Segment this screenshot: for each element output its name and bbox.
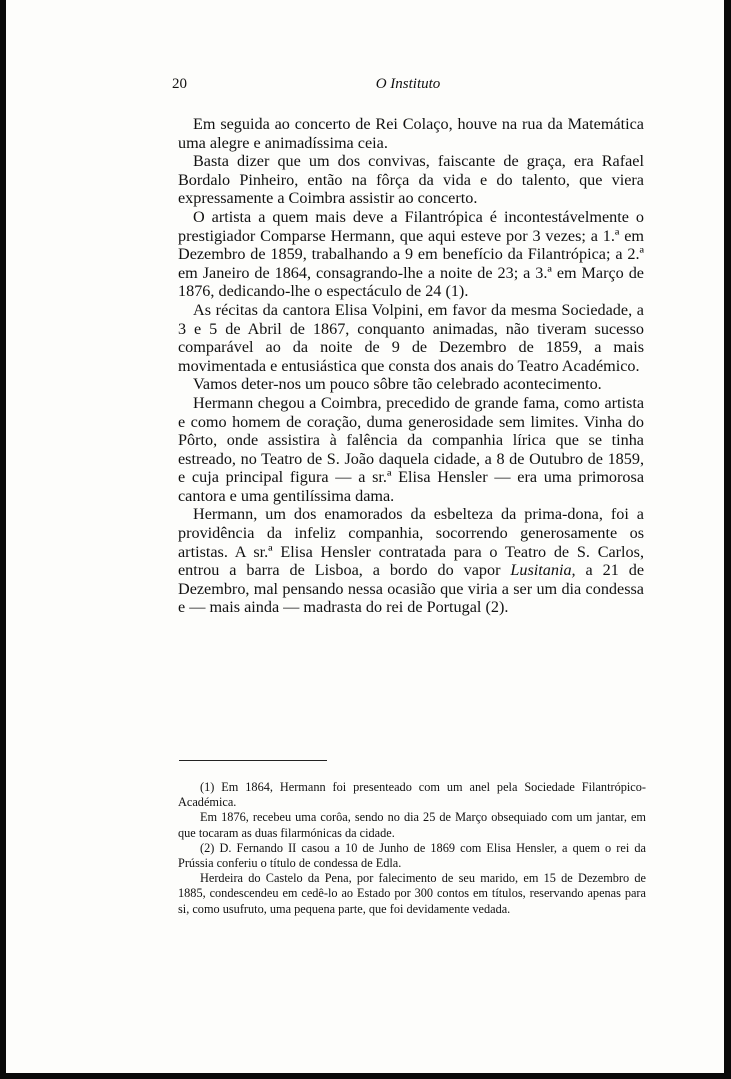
paragraph-hensler-start: Hermann, um dos enamorados da esbelteza da prima-dona, foi a providência da infeliz companhia, socorrendo generosamente os artistas. A sr.ª Elisa Hensler contratada para o Teatro de S. Carlos, entrou a barra de Lisboa, a bordo do vapor bbox=[178, 505, 644, 580]
page-number: 20 bbox=[172, 76, 187, 92]
footnotes bbox=[178, 780, 646, 917]
paragraph-event-intro: Vamos deter-nos um pouco sôbre tão celebrado acontecimento. bbox=[193, 375, 602, 394]
paragraph-hensler bbox=[178, 505, 644, 617]
paragraph-hensler-end: a 21 de Dezembro, mal pensando nessa ocasião que viria a ser um dia condessa e — mais ainda — madrasta do rei de Portugal (2). bbox=[178, 561, 644, 617]
footnote-1-continued: Em 1876, recebeu uma corôa, sendo no dia 25 de Março obsequiado com um jantar, em que tocaram as duas filarmónicas da cidade. bbox=[178, 810, 646, 840]
paragraph-supper: Em seguida ao concerto de Rei Colaço, houve na rua da Matemática uma alegre e animadíssima ceia. bbox=[178, 115, 644, 152]
running-title: O Instituto bbox=[375, 76, 441, 92]
paragraph-bordalo: Basta dizer que um dos convivas, faiscante de graça, era Rafael Bordalo Pinheiro, então na fôrça da vida e do talento, que viera expressamente a Coimbra assistir ao concerto. bbox=[178, 152, 644, 208]
paragraph-volpini: As récitas da cantora Elisa Volpini, em favor da mesma Sociedade, a 3 e 5 de Abril de 1867, conquanto animadas, não tiveram sucesso comparável ao da noite de 9 de Dezembro de 1859, a mais movimentada e entusiástica que consta dos anais do Teatro Académico. bbox=[178, 300, 644, 375]
main-text bbox=[178, 115, 644, 617]
page-header bbox=[172, 76, 644, 98]
footnote-2: (2) D. Fernando II casou a 10 de Junho de 1869 com Elisa Hensler, a quem o rei da Prússia conferiu o título de condessa de Edla. bbox=[178, 840, 646, 871]
footnote-divider bbox=[179, 760, 327, 761]
footnote-2-continued: Herdeira do Castelo da Pena, por falecimento de seu marido, em 15 de Dezembro de 1885, condescendeu em cedê-lo ao Estado por 300 contos em títulos, reservando apenas para si, como usufruto, uma pequena parte, que foi devidamente vedada. bbox=[178, 871, 646, 916]
footnote-1: (1) Em 1864, Hermann foi presenteado com um anel pela Sociedade Filantrópico-Académica. bbox=[178, 780, 646, 810]
ship-name: Lusitania, bbox=[510, 561, 576, 580]
paragraph-hermann-visits: O artista a quem mais deve a Filantrópica é incontestávelmente o prestigiador Comparse Hermann, que aqui esteve por 3 vezes; a 1.ª em Dezembro de 1859, trabalhando a 9 em benefício da Filantrópica; a 2.ª em Janeiro de 1864, consagrando-lhe a noite de 23; a 3.ª em Março de 1876, dedicando-lhe o espectáculo de 24 (1). bbox=[178, 207, 644, 301]
paragraph-hermann-arrival: Hermann chegou a Coimbra, precedido de grande fama, como artista e como homem de coração, duma generosidade sem limites. Vinha do Pôrto, onde assistira à falência da companhia lírica que se tinha estreado, no Teatro de S. João daquela cidade, a 8 de Outubro de 1859, e cuja principal figura — a sr.ª Elisa Hensler — era uma primorosa cantora e uma gentilíssima dama. bbox=[178, 393, 644, 505]
